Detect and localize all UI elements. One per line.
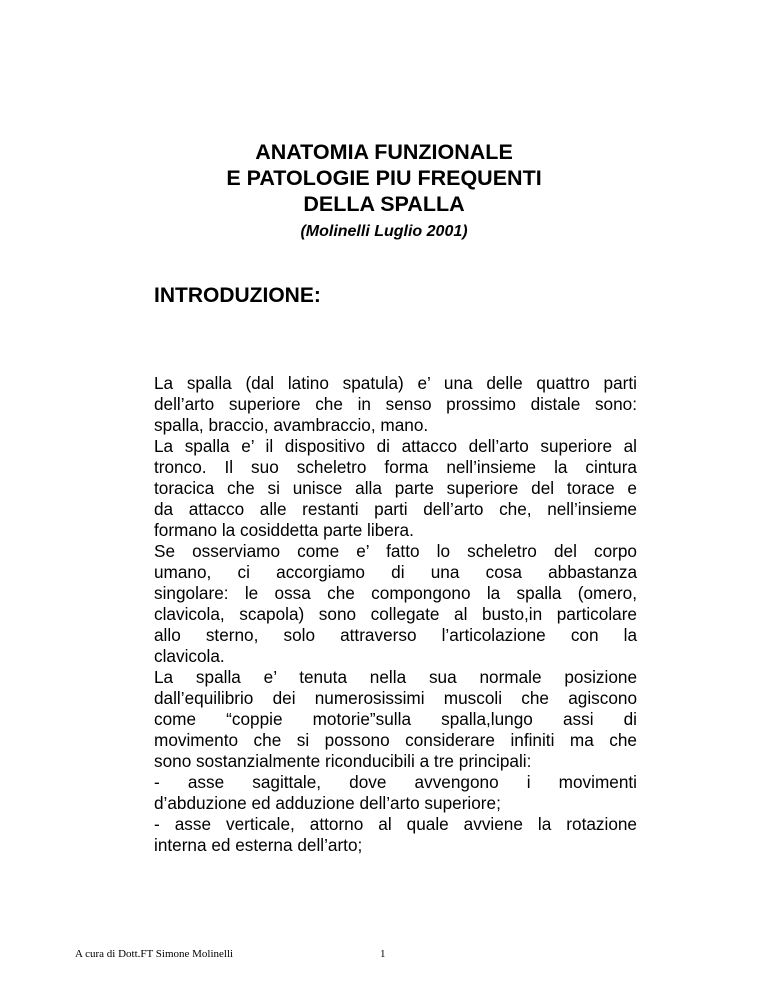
- body-text: [154, 373, 637, 856]
- page-number: 1: [380, 948, 386, 960]
- body-line: La spalla e’ il dispositivo di attacco dell’arto superiore al: [154, 436, 637, 456]
- body-line: - asse verticale, attorno al quale avviene la rotazione: [154, 814, 637, 834]
- body-line: clavicola, scapola) sono collegate al busto,in particolare: [154, 604, 637, 624]
- title-subtitle: (Molinelli Luglio 2001): [300, 223, 468, 240]
- body-line: da attacco alle restanti parti dell’arto che, nell’insieme: [154, 499, 637, 519]
- section-heading: INTRODUZIONE:: [154, 284, 321, 307]
- body-line: - asse sagittale, dove avvengono i movimenti: [154, 772, 637, 792]
- body-line: tronco. Il suo scheletro forma nell’insieme la cintura: [154, 457, 637, 477]
- body-line: movimento che si possono considerare infiniti ma che: [154, 730, 637, 750]
- body-line: d’abduzione ed adduzione dell’arto superiore;: [154, 793, 501, 813]
- body-line: dall’equilibrio dei numerosissimi muscoli che agiscono: [154, 688, 637, 708]
- body-line: La spalla e’ tenuta nella sua normale posizione: [154, 667, 637, 687]
- footer-author: A cura di Dott.FT Simone Molinelli: [75, 948, 234, 960]
- body-line: Se osserviamo come e’ fatto lo scheletro del corpo: [154, 541, 637, 561]
- body-line: La spalla (dal latino spatula) e’ una delle quattro parti: [154, 373, 637, 393]
- body-line: spalla, braccio, avambraccio, mano.: [154, 415, 429, 435]
- body-line: clavicola.: [154, 646, 225, 666]
- body-line: formano la cosiddetta parte libera.: [154, 520, 414, 540]
- title-line-1: ANATOMIA FUNZIONALE: [255, 140, 513, 164]
- body-line: dell’arto superiore che in senso prossimo distale sono:: [154, 394, 637, 414]
- body-line: umano, ci accorgiamo di una cosa abbastanza: [154, 562, 637, 582]
- body-line: come “coppie motorie”sulla spalla,lungo assi di: [154, 709, 637, 729]
- title-line-2: E PATOLOGIE PIU FREQUENTI: [226, 166, 542, 190]
- body-line: sono sostanzialmente riconducibili a tre principali:: [154, 751, 532, 771]
- body-line: singolare: le ossa che compongono la spalla (omero,: [154, 583, 637, 603]
- title-line-3: DELLA SPALLA: [303, 192, 465, 216]
- body-line: interna ed esterna dell’arto;: [154, 835, 363, 855]
- body-line: toracica che si unisce alla parte superiore del torace e: [154, 478, 637, 498]
- body-line: allo sterno, solo attraverso l’articolazione con la: [154, 625, 637, 645]
- document-title: [0, 139, 768, 242]
